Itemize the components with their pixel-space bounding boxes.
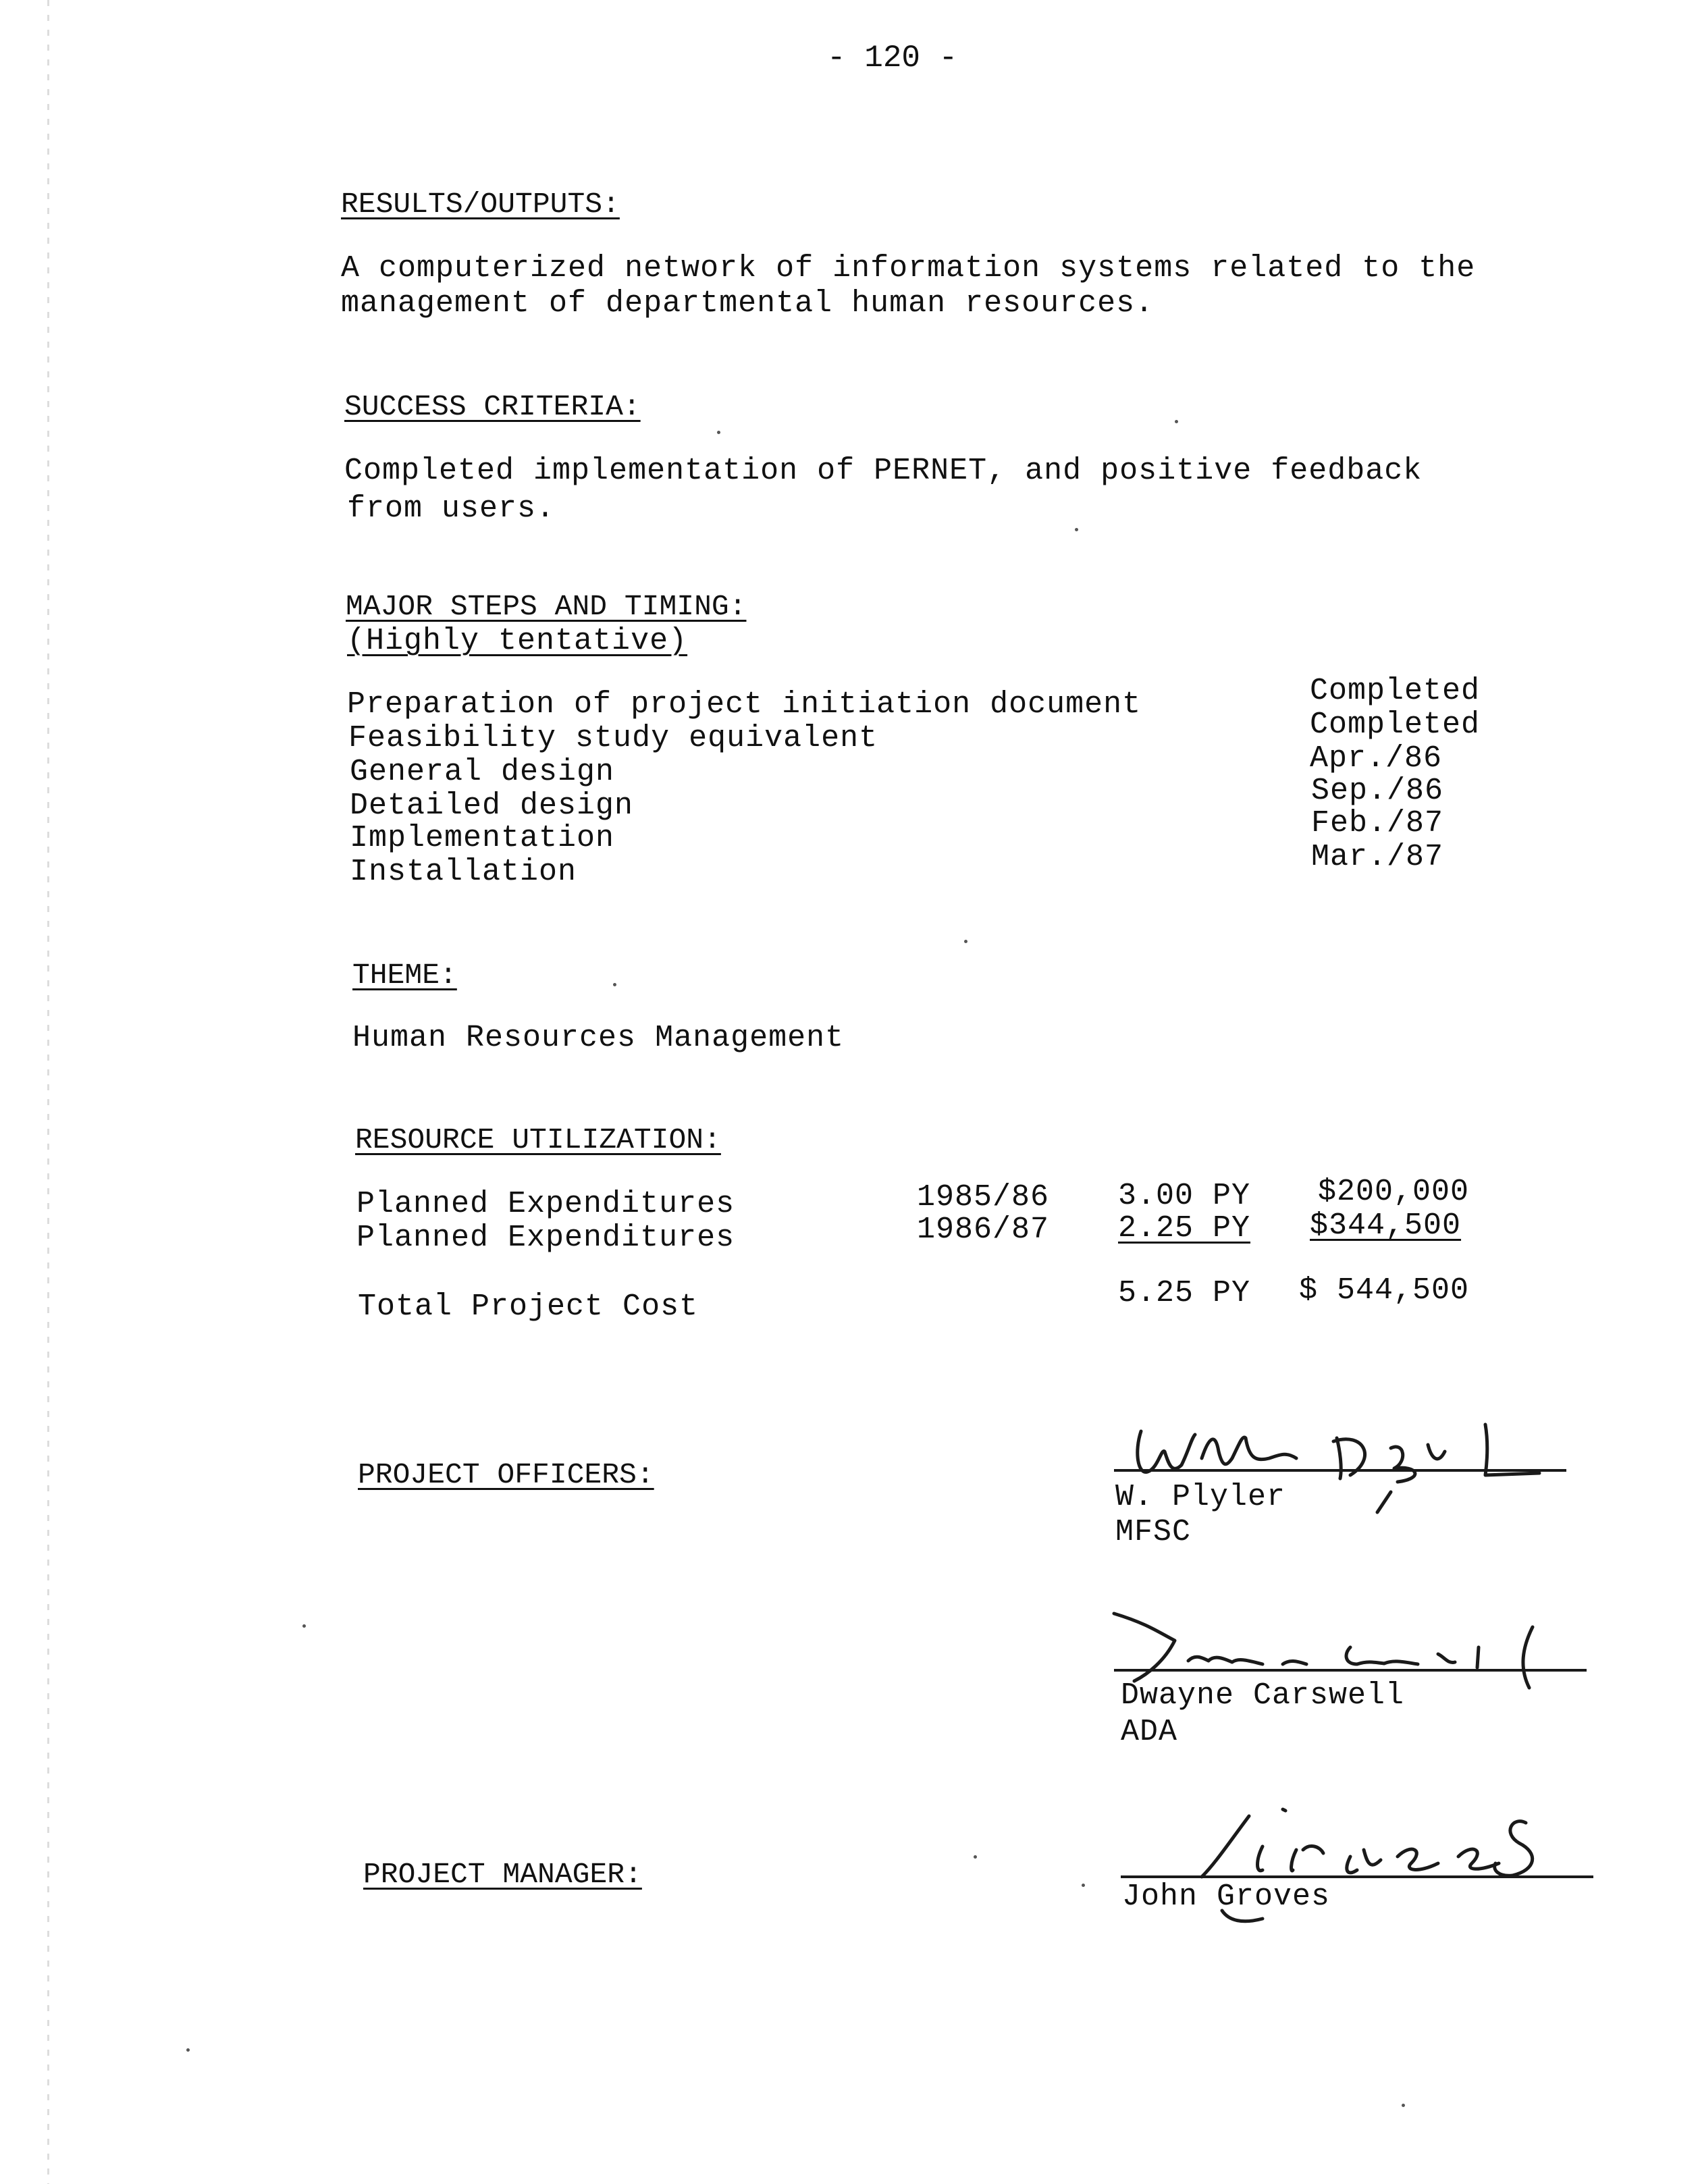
step-timing: Completed — [1310, 674, 1481, 708]
step-timing: Apr./86 — [1310, 741, 1443, 776]
step-label: Detailed design — [350, 789, 634, 823]
expenditure-amount: $200,000 — [1318, 1175, 1470, 1209]
theme-heading: THEME: — [352, 959, 457, 992]
officer-org: MFSC — [1115, 1515, 1192, 1549]
manager-heading: PROJECT MANAGER: — [363, 1858, 642, 1891]
success-heading: SUCCESS CRITERIA: — [344, 390, 641, 423]
scan-speck — [1402, 2104, 1405, 2107]
signature-line — [1114, 1669, 1587, 1672]
expenditure-amount: $344,500 — [1310, 1208, 1462, 1243]
step-label: Preparation of project initiation document — [347, 687, 1142, 722]
scan-speck — [717, 431, 720, 434]
signature-line — [1121, 1875, 1593, 1878]
expenditure-py: 2.25 PY — [1118, 1211, 1251, 1246]
page-number: - 120 - — [827, 41, 958, 76]
theme-value: Human Resources Management — [352, 1021, 845, 1055]
results-line-1: A computerized network of information systems related to the — [341, 251, 1476, 286]
success-line-2: from users. — [347, 491, 556, 526]
total-py: 5.25 PY — [1118, 1276, 1251, 1310]
results-heading: RESULTS/OUTPUTS: — [341, 188, 620, 221]
step-label: General design — [350, 755, 615, 789]
results-line-2: management of departmental human resources. — [341, 286, 1155, 321]
scan-speck — [186, 2048, 190, 2052]
step-timing: Sep./86 — [1311, 774, 1444, 808]
scan-speck — [964, 940, 967, 943]
expenditure-label: Planned Expenditures — [356, 1221, 735, 1255]
scan-speck — [974, 1855, 977, 1859]
expenditure-label: Planned Expenditures — [356, 1187, 735, 1221]
resources-heading: RESOURCE UTILIZATION: — [355, 1123, 721, 1156]
step-label: Installation — [350, 855, 577, 889]
expenditure-year: 1986/87 — [917, 1213, 1050, 1247]
scan-speck — [302, 1624, 306, 1628]
signature-line — [1114, 1469, 1566, 1472]
scan-speck — [613, 983, 616, 986]
expenditure-year: 1985/86 — [917, 1180, 1050, 1215]
step-timing: Feb./87 — [1311, 806, 1444, 841]
step-timing: Completed — [1310, 708, 1481, 742]
officer-org: ADA — [1121, 1715, 1178, 1749]
step-label: Implementation — [350, 821, 615, 855]
step-label: Feasibility study equivalent — [348, 721, 878, 755]
steps-subheading: (Highly tentative) — [347, 624, 688, 658]
success-line-1: Completed implementation of PERNET, and positive feedback — [344, 454, 1423, 488]
steps-heading: MAJOR STEPS AND TIMING: — [346, 590, 747, 623]
manager-name: John Groves — [1122, 1880, 1331, 1914]
total-label: Total Project Cost — [358, 1289, 699, 1324]
scan-speck — [1075, 528, 1078, 531]
scan-speck — [1082, 1884, 1085, 1887]
officer-name: Dwayne Carswell — [1121, 1678, 1405, 1713]
expenditure-py: 3.00 PY — [1118, 1179, 1251, 1213]
scan-speck — [1175, 420, 1178, 423]
scan-margin-edge — [47, 0, 49, 2184]
step-timing: Mar./87 — [1311, 840, 1444, 874]
officers-heading: PROJECT OFFICERS: — [358, 1458, 654, 1491]
total-amount: $ 544,500 — [1299, 1273, 1470, 1308]
officer-name: W. Plyler — [1115, 1480, 1286, 1514]
